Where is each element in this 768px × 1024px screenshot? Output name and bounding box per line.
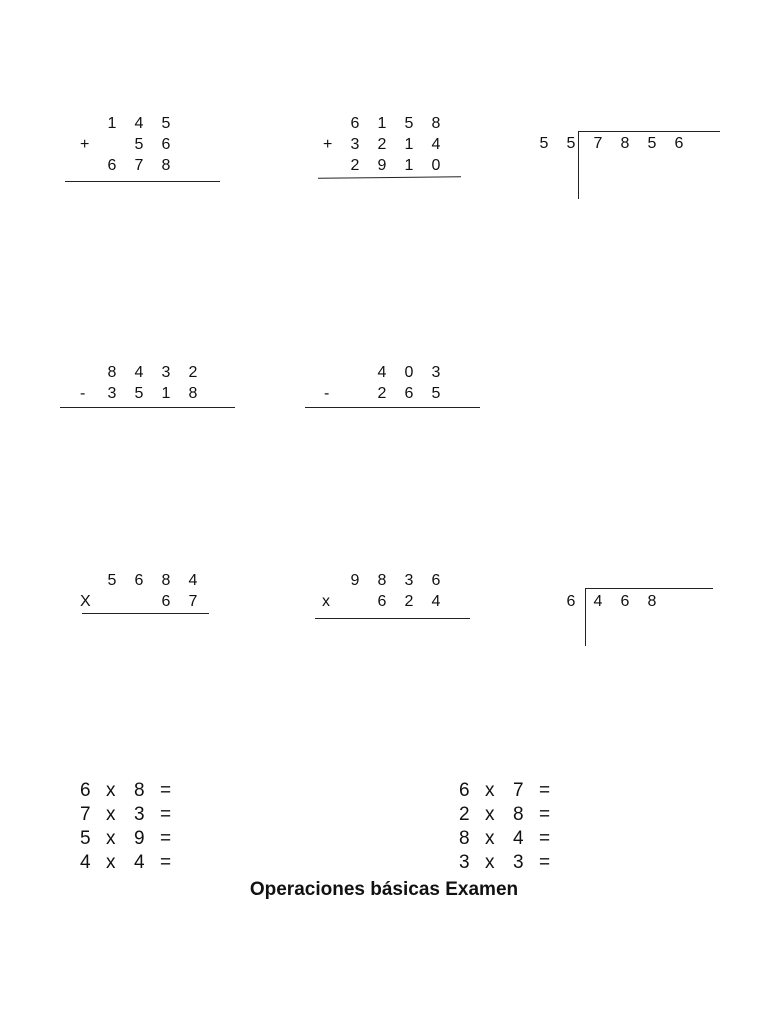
factor: 6	[80, 780, 91, 801]
division-bracket-side	[578, 131, 579, 199]
digit: 6	[377, 593, 387, 610]
page-title: Operaciones básicas Examen	[249, 879, 519, 900]
digit: 6	[134, 572, 144, 589]
digit: 0	[431, 157, 441, 174]
equals-symbol: =	[160, 828, 172, 849]
plus-sign: +	[80, 136, 90, 153]
equals-symbol: =	[160, 804, 172, 825]
digit: 3	[431, 364, 441, 381]
divisor-digit: 5	[566, 135, 576, 152]
times-table-right	[457, 779, 567, 875]
factor: 9	[134, 828, 145, 849]
factor: 3	[513, 852, 524, 873]
digit: 8	[161, 157, 171, 174]
operand-row	[60, 155, 230, 176]
factor: 7	[513, 780, 524, 801]
times-symbol: x	[106, 828, 116, 849]
digit: 0	[404, 364, 414, 381]
plus-sign: +	[323, 136, 333, 153]
result-line	[318, 176, 461, 178]
subtraction-problem-2	[300, 362, 485, 417]
digit: 8	[431, 115, 441, 132]
subtraction-problem-1	[55, 362, 240, 417]
addition-problem-1	[60, 113, 230, 188]
operand-row	[300, 383, 485, 404]
dividend-digit: 6	[620, 593, 630, 610]
times-sign: x	[322, 593, 330, 610]
factor: 8	[134, 780, 145, 801]
operand-row	[55, 362, 240, 383]
dividend-digit: 7	[593, 135, 603, 152]
digit: 4	[431, 593, 441, 610]
equals-symbol: =	[539, 828, 551, 849]
dividend-digit: 5	[647, 135, 657, 152]
digit: 9	[377, 157, 387, 174]
factor: 4	[80, 852, 91, 873]
digit: 8	[377, 572, 387, 589]
digit: 6	[431, 572, 441, 589]
digit: 8	[188, 385, 198, 402]
equals-symbol: =	[539, 780, 551, 801]
operand-row	[315, 113, 475, 134]
times-symbol: x	[485, 828, 495, 849]
factor: 8	[459, 828, 470, 849]
digit: 4	[134, 364, 144, 381]
digit: 7	[134, 157, 144, 174]
operand-row	[315, 134, 475, 155]
digit: 5	[134, 385, 144, 402]
factor: 4	[513, 828, 524, 849]
division-bracket-top	[578, 131, 720, 132]
factor: 5	[80, 828, 91, 849]
operand-row	[312, 570, 477, 591]
multiplication-problem-2	[312, 570, 477, 625]
table-fact	[457, 827, 567, 851]
result-line	[60, 407, 235, 408]
digit: 5	[134, 136, 144, 153]
minus-sign: -	[324, 385, 330, 402]
factor: 2	[459, 804, 470, 825]
digit: 2	[350, 157, 360, 174]
equals-symbol: =	[160, 780, 172, 801]
times-sign: X	[80, 593, 91, 610]
addition-problem-2	[315, 113, 475, 188]
digit: 2	[377, 136, 387, 153]
multiplication-problem-1	[75, 570, 215, 620]
digit: 1	[404, 157, 414, 174]
dividend-digit: 4	[593, 593, 603, 610]
digit: 2	[188, 364, 198, 381]
operand-row	[315, 155, 475, 176]
digit: 1	[377, 115, 387, 132]
times-symbol: x	[485, 804, 495, 825]
digit: 1	[161, 385, 171, 402]
table-fact	[78, 827, 188, 851]
division-problem-1	[530, 131, 725, 201]
table-fact	[78, 779, 188, 803]
result-line	[82, 613, 209, 614]
times-symbol: x	[106, 780, 116, 801]
times-table-left	[78, 779, 188, 875]
operand-row	[300, 362, 485, 383]
equals-symbol: =	[539, 852, 551, 873]
operand-row	[75, 570, 215, 591]
digit: 8	[107, 364, 117, 381]
digit: 4	[431, 136, 441, 153]
equals-symbol: =	[539, 804, 551, 825]
digit: 5	[161, 115, 171, 132]
digit: 3	[404, 572, 414, 589]
times-symbol: x	[106, 852, 116, 873]
digit: 1	[107, 115, 117, 132]
divisor-digit: 6	[566, 593, 576, 610]
digit: 3	[107, 385, 117, 402]
times-symbol: x	[485, 852, 495, 873]
divisor-digit: 5	[539, 135, 549, 152]
digit: 8	[161, 572, 171, 589]
digit: 5	[431, 385, 441, 402]
division-problem-2	[558, 588, 718, 648]
dividend-digit: 8	[620, 135, 630, 152]
equals-symbol: =	[160, 852, 172, 873]
table-fact	[78, 803, 188, 827]
times-symbol: x	[106, 804, 116, 825]
result-line	[315, 618, 470, 619]
digit: 6	[107, 157, 117, 174]
operand-row	[312, 591, 477, 612]
digit: 5	[404, 115, 414, 132]
operand-row	[60, 113, 230, 134]
digit: 9	[350, 572, 360, 589]
times-symbol: x	[485, 780, 495, 801]
operand-row	[55, 383, 240, 404]
digit: 4	[377, 364, 387, 381]
digit: 7	[188, 593, 198, 610]
division-row	[558, 591, 718, 612]
digit: 6	[161, 593, 171, 610]
table-fact	[78, 851, 188, 875]
digit: 3	[161, 364, 171, 381]
dividend-digit: 6	[674, 135, 684, 152]
table-fact	[457, 803, 567, 827]
division-row	[530, 133, 725, 154]
factor: 3	[134, 804, 145, 825]
digit: 6	[161, 136, 171, 153]
table-fact	[457, 851, 567, 875]
digit: 1	[404, 136, 414, 153]
operand-row	[75, 591, 215, 612]
digit: 3	[350, 136, 360, 153]
digit: 6	[404, 385, 414, 402]
digit: 5	[107, 572, 117, 589]
factor: 6	[459, 780, 470, 801]
factor: 3	[459, 852, 470, 873]
minus-sign: -	[80, 385, 86, 402]
result-line	[65, 181, 220, 182]
digit: 6	[350, 115, 360, 132]
digit: 2	[404, 593, 414, 610]
factor: 7	[80, 804, 91, 825]
digit: 2	[377, 385, 387, 402]
division-bracket-top	[585, 588, 713, 589]
factor: 4	[134, 852, 145, 873]
result-line	[305, 407, 480, 408]
dividend-digit: 8	[647, 593, 657, 610]
digit: 4	[188, 572, 198, 589]
factor: 8	[513, 804, 524, 825]
operand-row	[60, 134, 230, 155]
digit: 4	[134, 115, 144, 132]
table-fact	[457, 779, 567, 803]
division-bracket-side	[585, 588, 586, 646]
